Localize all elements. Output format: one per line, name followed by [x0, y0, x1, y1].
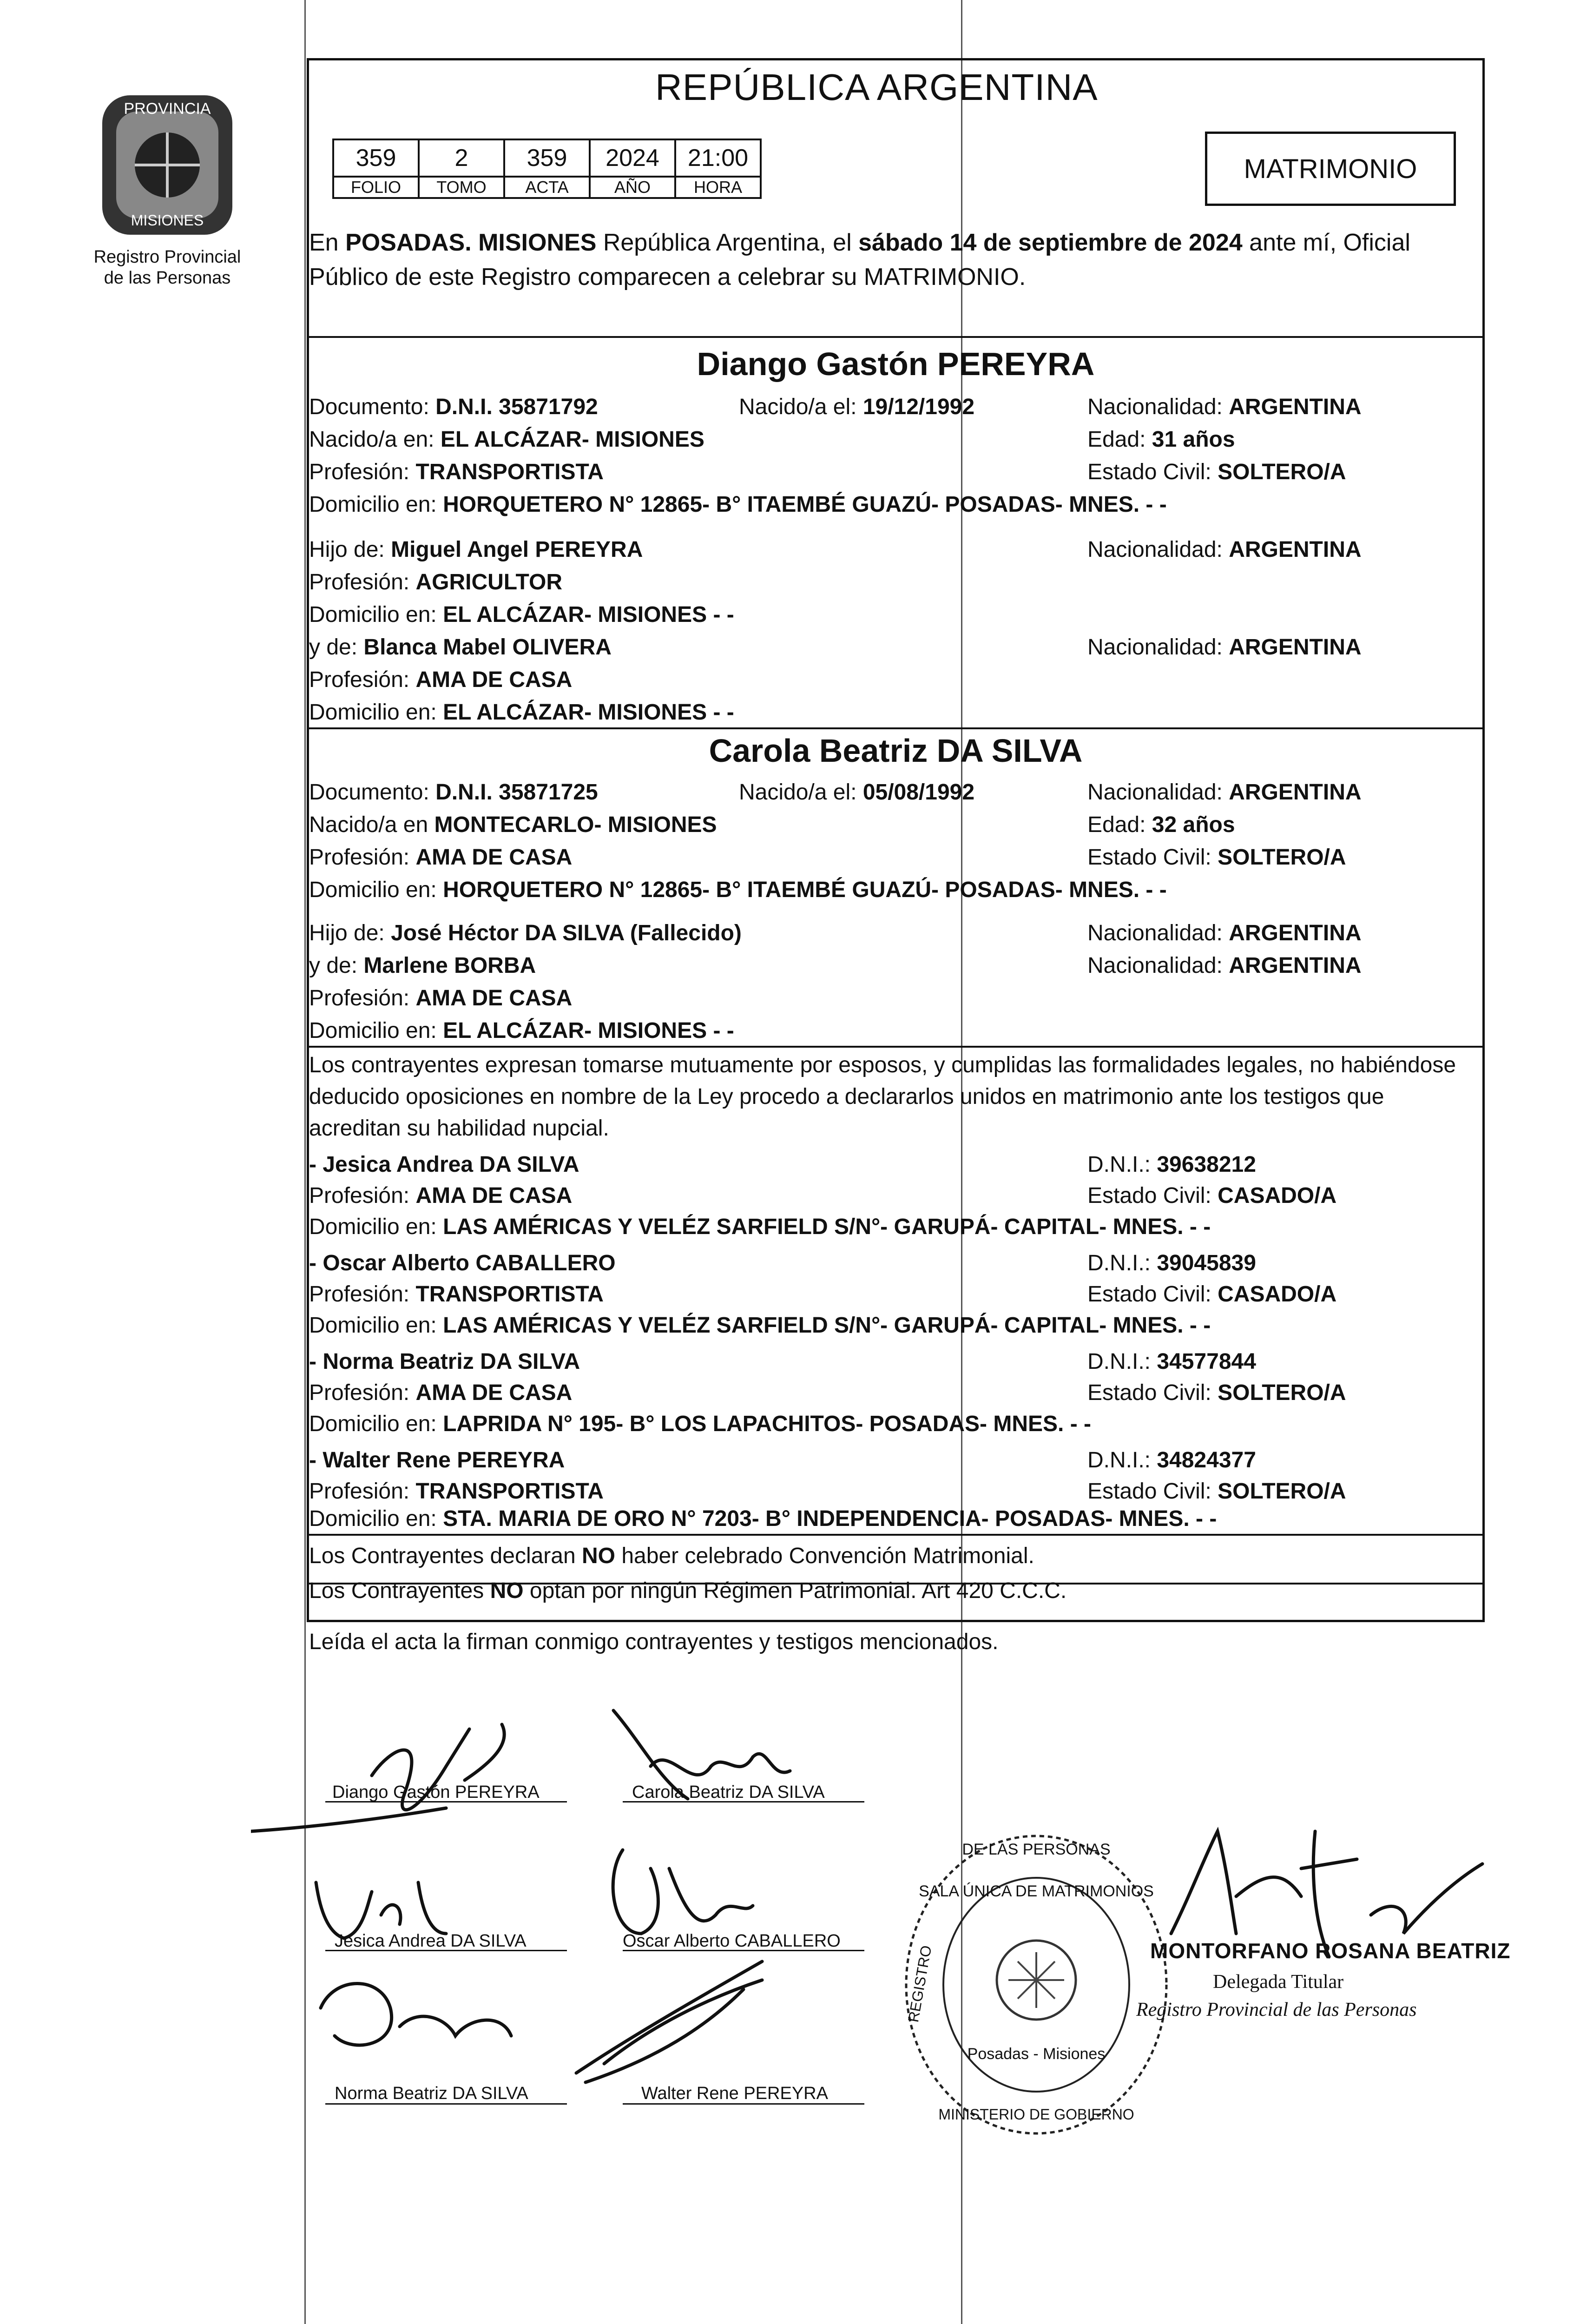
value: EL ALCÁZAR- MISIONES [440, 427, 704, 452]
label: D.N.I.: [1087, 1349, 1157, 1374]
spouse1-mother-nationality [1087, 634, 1362, 660]
witness4-dni [1087, 1447, 1256, 1473]
value: EL ALCÁZAR- MISIONES - - [443, 1018, 734, 1043]
value: Blanca Mabel OLIVERA [363, 635, 612, 660]
witness1-address [309, 1214, 1211, 1240]
value: SOLTERO/A [1218, 845, 1346, 870]
witness2-dni [1087, 1250, 1256, 1276]
spouse2-birthplace [309, 812, 717, 838]
spouse1-name: Diango Gastón PEREYRA [697, 346, 1095, 382]
value: TRANSPORTISTA [415, 1479, 604, 1504]
spouse2-father-nationality [1087, 920, 1362, 946]
intro-mid: República Argentina, el [596, 229, 859, 256]
label: y de: [309, 635, 364, 660]
tomo-label: TOMO [419, 177, 504, 198]
document-type-box: MATRIMONIO [1205, 132, 1456, 206]
spouse2-age [1087, 812, 1235, 838]
divider-spouse2 [307, 727, 1485, 729]
label: D.N.I.: [1087, 1448, 1157, 1472]
label: Nacionalidad: [1087, 635, 1229, 660]
value: SOLTERO/A [1218, 1380, 1346, 1405]
label: Hijo de: [309, 921, 391, 945]
label: Domicilio en: [309, 1215, 443, 1239]
value: MONTECARLO- MISIONES [434, 812, 717, 837]
witness1-dni [1087, 1152, 1256, 1177]
intro-suffix: ante mí, Oficial Público de este Registro comparecen a celebrar su MATRIMONIO. [309, 229, 1410, 290]
value: SOLTERO/A [1218, 460, 1346, 484]
value: LAPRIDA N° 195- B° LOS LAPACHITOS- POSADAS- MNES. - - [443, 1412, 1092, 1436]
value: AMA DE CASA [415, 667, 573, 692]
label: Profesión: [309, 1479, 416, 1504]
spouse1-born [739, 394, 974, 420]
spouse2-mother-profession [309, 985, 572, 1011]
logo-province-text: PROVINCIA [124, 100, 211, 118]
label: D.N.I.: [1087, 1251, 1157, 1275]
value: Miguel Angel PEREYRA [391, 537, 643, 562]
text: Los Contrayentes [309, 1578, 490, 1603]
divider-declaration [307, 1046, 1485, 1048]
spouse2-name: Carola Beatriz DA SILVA [709, 733, 1083, 769]
label: Nacido/a el: [739, 780, 863, 805]
hour-value: 21:00 [675, 139, 761, 177]
value: D.N.I. 35871792 [435, 395, 598, 419]
emphasis: NO [490, 1578, 524, 1603]
seal-left-text: REGISTRO [904, 1944, 935, 2024]
spouse1-address [309, 492, 1167, 517]
label: y de: [309, 953, 364, 978]
acta-value: 359 [504, 139, 590, 177]
spouse1-mother-profession [309, 667, 572, 693]
value: EL ALCÁZAR- MISIONES - - [443, 700, 734, 725]
text: haber celebrado Convención Matrimonial. [615, 1544, 1034, 1568]
witness2-civil-status [1087, 1281, 1336, 1307]
label: Profesión: [309, 1282, 416, 1307]
value: LAS AMÉRICAS Y VELÉZ SARFIELD S/N°- GARUPÁ- CAPITAL- MNES. - - [443, 1215, 1211, 1239]
label: Hijo de: [309, 537, 391, 562]
label: Documento: [309, 780, 436, 805]
emphasis: NO [582, 1544, 616, 1568]
signature-label-norma: Norma Beatriz DA SILVA [335, 2084, 528, 2103]
label: Domicilio en: [309, 878, 443, 902]
value: ARGENTINA [1229, 537, 1362, 562]
witness4-civil-status [1087, 1479, 1346, 1504]
witness4-name: - Walter Rene PEREYRA [309, 1448, 565, 1472]
page-title: REPÚBLICA ARGENTINA [655, 66, 1098, 108]
divider-convention [307, 1534, 1485, 1536]
value: EL ALCÁZAR- MISIONES - - [443, 602, 734, 627]
value: TRANSPORTISTA [415, 460, 604, 484]
label: Profesión: [309, 667, 416, 692]
divider-header [307, 336, 1485, 338]
officer-signature [1162, 1803, 1496, 1999]
seal-inner-text: Posadas - Misiones [967, 2045, 1106, 2063]
label: Nacionalidad: [1087, 395, 1229, 419]
value: ARGENTINA [1229, 635, 1362, 660]
value: HORQUETERO N° 12865- B° ITAEMBÉ GUAZÚ- POSADAS- MNES. - - [443, 878, 1167, 902]
spouse1-father-profession [309, 569, 562, 595]
folio-label: FOLIO [333, 177, 419, 198]
closing-statement: Leída el acta la firman conmigo contrayentes y testigos mencionados. [309, 1630, 999, 1654]
value: 05/08/1992 [862, 780, 975, 805]
spouse2-mother [309, 953, 536, 978]
signature-label-oscar: Oscar Alberto CABALLERO [623, 1931, 841, 1951]
label: Edad: [1087, 427, 1152, 452]
officer-office: Registro Provincial de las Personas [1136, 1999, 1417, 2020]
signature-oscar [613, 1850, 753, 1934]
folio-value: 359 [333, 139, 419, 177]
value: HORQUETERO N° 12865- B° ITAEMBÉ GUAZÚ- POSADAS- MNES. - - [443, 492, 1167, 517]
convention-statement [309, 1543, 1034, 1569]
regime-statement [309, 1578, 1066, 1604]
label: Nacionalidad: [1087, 537, 1229, 562]
tomo-value: 2 [419, 139, 504, 177]
spouse2-document [309, 779, 598, 805]
label: Nacido/a en [309, 812, 434, 837]
label: Estado Civil: [1087, 1380, 1218, 1405]
label: Nacido/a en: [309, 427, 441, 452]
signature-norma [321, 1984, 511, 2046]
spouse1-mother [309, 634, 612, 660]
label: Estado Civil: [1087, 845, 1218, 870]
label: Domicilio en: [309, 700, 443, 725]
intro-prefix: En [309, 229, 346, 256]
value: D.N.I. 35871725 [435, 780, 598, 805]
witness1-civil-status [1087, 1183, 1336, 1208]
label: Nacionalidad: [1087, 780, 1229, 805]
spouse1-mother-address [309, 700, 734, 725]
value: AMA DE CASA [415, 986, 573, 1010]
witness4-address [309, 1506, 1217, 1532]
spouse1-nationality [1087, 394, 1362, 420]
text: Los Contrayentes declaran [309, 1544, 582, 1568]
label: Profesión: [309, 570, 416, 594]
label: Domicilio en: [309, 1506, 443, 1531]
label: Nacido/a el: [739, 395, 863, 419]
spouse2-civil-status [1087, 845, 1346, 870]
year-label: AÑO [590, 177, 675, 198]
signature-label-walter: Walter Rene PEREYRA [641, 2084, 828, 2103]
label: Domicilio en: [309, 1412, 443, 1436]
value: Marlene BORBA [363, 953, 536, 978]
value: 34577844 [1157, 1349, 1256, 1374]
signature-diango [251, 1724, 504, 1831]
label: Profesión: [309, 460, 416, 484]
witness1-profession [309, 1183, 572, 1208]
label: Estado Civil: [1087, 460, 1218, 484]
value: AGRICULTOR [415, 570, 562, 594]
signature-label-jesica: Jesica Andrea DA SILVA [335, 1931, 527, 1951]
logo-registro-text: Registro Provincial [93, 247, 241, 267]
spouse2-mother-nationality [1087, 953, 1362, 978]
text: optan por ningún Régimen Patrimonial. Art 420 C.C.C. [523, 1578, 1067, 1603]
label: Profesión: [309, 845, 416, 870]
seal-bottom-text: MINISTERIO DE GOBIERNO [938, 2106, 1134, 2123]
witness2-profession [309, 1281, 604, 1307]
spouse1-civil-status [1087, 459, 1346, 485]
label: Estado Civil: [1087, 1479, 1218, 1504]
seal-top-text: SALA ÚNICA DE MATRIMONIOS [919, 1882, 1154, 1900]
value: 39638212 [1157, 1152, 1256, 1177]
acta-label: ACTA [504, 177, 590, 198]
intro-place: POSADAS. MISIONES [345, 229, 597, 256]
label: Profesión: [309, 986, 416, 1010]
value: 34824377 [1157, 1448, 1256, 1472]
spouse1-father-address [309, 602, 734, 627]
value: TRANSPORTISTA [415, 1282, 604, 1307]
spouse1-father-nationality [1087, 537, 1362, 562]
label: D.N.I.: [1087, 1152, 1157, 1177]
label: Domicilio en: [309, 602, 443, 627]
value: José Héctor DA SILVA (Fallecido) [391, 921, 742, 945]
hour-label: HORA [675, 177, 761, 198]
value: SOLTERO/A [1218, 1479, 1346, 1504]
spouse1-father [309, 537, 643, 562]
value: CASADO/A [1218, 1282, 1337, 1307]
declaration-paragraph: Los contrayentes expresan tomarse mutuamente por esposos, y cumplidas las formalidades legales, no habiéndose deducido oposiciones en nombre de la Ley procedo a declararlos unidos en matrimonio ante los testigos que acreditan su habilidad nupcial. [309, 1053, 1456, 1141]
label: Domicilio en: [309, 492, 443, 517]
logo-personas-text: de las Personas [104, 268, 231, 288]
signatures-drawing [251, 1673, 902, 2138]
value: CASADO/A [1218, 1183, 1337, 1208]
signature-walter [576, 1961, 762, 2082]
signature-jesica [316, 1882, 446, 1938]
value: ARGENTINA [1229, 921, 1362, 945]
intro-paragraph [309, 225, 1480, 294]
official-seal [892, 1827, 1180, 2161]
spouse2-mother-address [309, 1018, 734, 1043]
signature-label-diango: Diango Gastón PEREYRA [332, 1783, 540, 1802]
value: STA. MARIA DE ORO N° 7203- B° INDEPENDENCIA- POSADAS- MNES. - - [443, 1506, 1217, 1531]
label: Nacionalidad: [1087, 953, 1229, 978]
label: Domicilio en: [309, 1313, 443, 1338]
spouse2-father [309, 920, 742, 946]
value: ARGENTINA [1229, 780, 1362, 805]
value: AMA DE CASA [415, 1380, 573, 1405]
witness1-name: - Jesica Andrea DA SILVA [309, 1152, 579, 1177]
witness2-name: - Oscar Alberto CABALLERO [309, 1251, 616, 1275]
label: Nacionalidad: [1087, 921, 1229, 945]
label: Estado Civil: [1087, 1282, 1218, 1307]
logo-misiones-text: MISIONES [131, 212, 204, 229]
value: AMA DE CASA [415, 845, 573, 870]
spouse1-profession [309, 459, 604, 485]
witness3-profession [309, 1380, 572, 1406]
witness3-dni [1087, 1349, 1256, 1374]
witness2-address [309, 1313, 1211, 1338]
label: Documento: [309, 395, 436, 419]
spouse2-nationality [1087, 779, 1362, 805]
spouse1-document [309, 394, 598, 420]
spouse2-born [739, 779, 974, 805]
spouse2-address [309, 877, 1167, 903]
spouse1-birthplace [309, 427, 704, 452]
register-table [332, 139, 762, 199]
label: Domicilio en: [309, 1018, 443, 1043]
witness3-address [309, 1411, 1091, 1437]
registry-logo [84, 86, 251, 309]
spouse1-age [1087, 427, 1235, 452]
value: ARGENTINA [1229, 953, 1362, 978]
intro-date: sábado 14 de septiembre de 2024 [858, 229, 1243, 256]
value: 19/12/1992 [862, 395, 975, 419]
label: Profesión: [309, 1183, 416, 1208]
officer-role: Delegada Titular [1213, 1971, 1344, 1993]
label: Edad: [1087, 812, 1152, 837]
officer-name: MONTORFANO ROSANA BEATRIZ [1150, 1939, 1511, 1963]
spouse2-profession [309, 845, 572, 870]
value: LAS AMÉRICAS Y VELÉZ SARFIELD S/N°- GARUPÁ- CAPITAL- MNES. - - [443, 1313, 1211, 1338]
value: ARGENTINA [1229, 395, 1362, 419]
value: 32 años [1152, 812, 1235, 837]
signature-label-carola: Carola Beatriz DA SILVA [632, 1783, 825, 1802]
label: Estado Civil: [1087, 1183, 1218, 1208]
label: Profesión: [309, 1380, 416, 1405]
year-value: 2024 [590, 139, 675, 177]
value: 39045839 [1157, 1251, 1256, 1275]
value: 31 años [1152, 427, 1235, 452]
witness3-civil-status [1087, 1380, 1346, 1406]
value: AMA DE CASA [415, 1183, 573, 1208]
seal-outer-text: DE LAS PERSONAS [962, 1841, 1111, 1858]
witness4-profession [309, 1479, 604, 1504]
witness3-name: - Norma Beatriz DA SILVA [309, 1349, 580, 1374]
